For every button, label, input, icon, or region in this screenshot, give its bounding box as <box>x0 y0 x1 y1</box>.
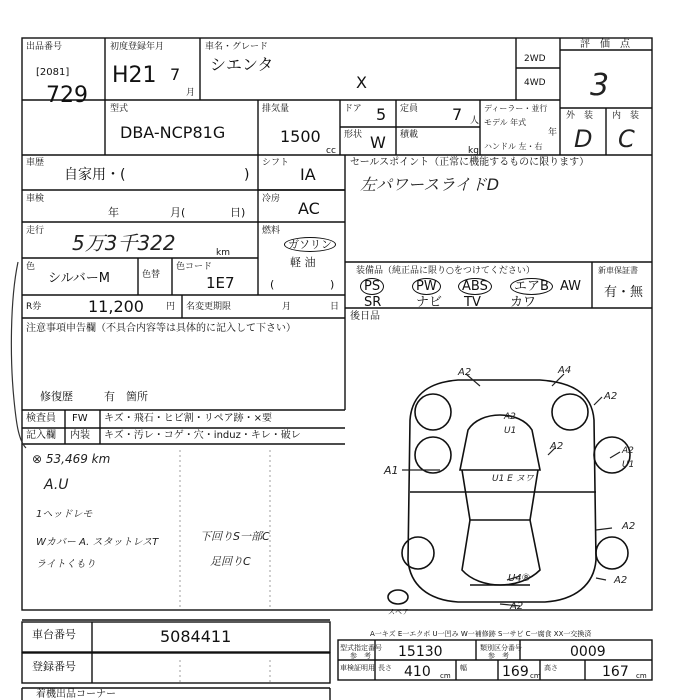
fuel-diesel: 軽 油 <box>290 256 316 269</box>
inspector-label: 検査員 <box>26 413 56 424</box>
exterior-check-line: キズ・飛石・ヒビ割・リペア跡・×要 <box>104 413 272 424</box>
hw-foot: 足回りC <box>210 555 251 568</box>
equip-aw: AW <box>560 279 582 294</box>
mark-a4-top-right: A4 <box>558 365 572 376</box>
name-change-label: 名変更期限 <box>186 302 232 312</box>
inspection-cert-label: 車検証明用 <box>340 664 375 672</box>
color-label: 色 <box>26 262 36 272</box>
ac: AC <box>298 199 320 218</box>
mark-u1-e-center: U1 E ヌワ <box>492 474 534 484</box>
hw-au: A.U <box>44 477 69 493</box>
score-label: 評 価 点 <box>580 39 630 50</box>
yen-unit: 円 <box>166 302 176 312</box>
height: 167 <box>602 664 629 680</box>
equip-tv: TV <box>464 295 481 310</box>
handle-label: ハンドル 左・右 <box>484 142 543 151</box>
length-unit: cm <box>440 672 451 680</box>
repair-place: 箇所 <box>126 390 148 403</box>
fuel-gasoline: ガソリン <box>284 240 336 250</box>
interior-check-line: キズ・汚レ・コゲ・穴・induz・キレ・破レ <box>104 430 301 441</box>
first-reg-label: 初度登録年月 <box>110 42 165 52</box>
displacement-label: 排気量 <box>262 104 290 114</box>
use-close: ) <box>244 167 250 183</box>
fuel-label: 燃料 <box>262 226 281 236</box>
equipment-label: 装備品（純正品に限り○をつけてください） <box>356 266 535 276</box>
equip-pw: PW <box>412 278 441 296</box>
score: 3 <box>590 68 610 103</box>
insp-year: 年 <box>108 206 119 219</box>
corner-label: 着機出品コーナー <box>36 689 116 700</box>
drive-2wd: 2WD <box>524 54 546 64</box>
mileage: 5万3千322 <box>72 231 176 255</box>
interior-label: 内 装 <box>612 111 640 121</box>
category-number: 0009 <box>570 644 606 660</box>
dealer-label: ディーラー・並行 <box>484 104 548 113</box>
repair-value: 有 <box>104 390 115 403</box>
doors: 5 <box>376 105 387 124</box>
category-label: 類別区分番号 <box>480 644 522 652</box>
reg-month: 7 <box>170 65 181 84</box>
mark-a2-top-left: A2 <box>458 367 472 378</box>
model-label: 型式 <box>110 104 129 114</box>
capacity: 7 <box>452 105 463 124</box>
lot-number: 729 <box>46 83 88 108</box>
load-label: 積載 <box>400 130 419 140</box>
registration-label: 登録番号 <box>32 660 76 673</box>
color: シルバーM <box>48 271 110 286</box>
reg-era-year: H21 <box>112 63 157 88</box>
hw-light: ライトくもり <box>36 559 96 570</box>
km-unit: km <box>216 248 230 258</box>
height-label: 高さ <box>544 664 558 672</box>
model-designation: 15130 <box>398 644 443 660</box>
fuel-paren-open: ( <box>270 278 275 291</box>
caution-label: 注意事項申告欄（不具合内容等は具体的に記入して下さい） <box>26 323 296 334</box>
car-name-label: 車名・グレード <box>205 42 269 52</box>
sales-point-label: セールスポイント（正常に機能するものに限ります） <box>350 157 590 168</box>
reg-month-unit: 月 <box>186 88 196 98</box>
inspection-label: 車検 <box>26 194 45 204</box>
color-code: 1E7 <box>206 274 235 292</box>
use-label: 車歴 <box>26 158 45 168</box>
drive-4wd: 4WD <box>524 78 546 88</box>
model-designation-label: 型式指定番号 <box>340 644 382 652</box>
spare-tire-label: スペア <box>388 608 409 616</box>
equip-sr: SR <box>364 295 382 310</box>
day-unit: 日 <box>330 302 340 312</box>
mark-a1-left: A1 <box>384 464 399 477</box>
car-name: シエンタ <box>210 55 274 74</box>
damage-legend: A一キズ E一エクボ U一凹み W一補修跡 S一サビ C一腐食 XX一交換済 <box>370 630 592 638</box>
capacity-unit: 人 <box>470 116 480 126</box>
equip-abs: ABS <box>458 278 492 296</box>
interior-check-label: 内装 <box>70 430 90 441</box>
use-value: 自家用・( <box>64 167 126 183</box>
exterior-grade: D <box>574 125 593 153</box>
year-unit: 年 <box>548 128 558 138</box>
chassis-label: 車台番号 <box>32 628 76 641</box>
mileage-label: 走行 <box>26 226 45 236</box>
new-warranty: 有・無 <box>604 285 644 300</box>
cc-unit: cc <box>326 146 336 156</box>
length-label: 長さ <box>378 664 392 672</box>
mark-a2-right-bottom: A2 <box>614 575 628 586</box>
lot-sub: [2081] <box>36 67 70 78</box>
width: 169 <box>502 664 529 680</box>
shift: IA <box>300 165 316 184</box>
hw-meter: ⊗ 53,469 km <box>32 452 111 466</box>
insp-day: 日) <box>230 206 246 219</box>
mark-a2-right-low: A2 <box>622 521 636 532</box>
equip-ps: PS <box>360 278 384 296</box>
model-year-label: モデル 年式 <box>484 118 527 127</box>
new-warranty-label: 新車保証書 <box>598 266 638 275</box>
equip-leather: カワ <box>510 295 537 310</box>
ref-label-1: 参 考 <box>350 652 371 660</box>
shape: W <box>370 133 386 152</box>
rear-items-label: 後日品 <box>350 311 380 322</box>
equip-airbag: エアB <box>510 278 553 296</box>
color-change-label: 色替 <box>142 270 161 280</box>
insp-month: 月( <box>170 206 186 219</box>
mark-a2-right-door: A2 <box>550 441 564 452</box>
doors-label: ドア <box>344 104 362 114</box>
sales-point-note: 左パワースライドD <box>360 175 500 194</box>
exterior-label: 外 装 <box>566 111 594 121</box>
hw-under: 下回りS一部C <box>200 530 270 543</box>
shape-label: 形状 <box>344 130 363 140</box>
kg-unit: kg <box>468 146 479 156</box>
interior-grade: C <box>618 125 635 153</box>
grade: X <box>356 73 367 92</box>
shift-label: シフト <box>262 158 290 168</box>
hw-seat: 1ヘッドレモ <box>36 509 93 520</box>
recycle-fee: 11,200 <box>88 297 144 316</box>
recycle-label: R券 <box>26 302 42 312</box>
equip-navi: ナビ <box>416 295 443 310</box>
ac-label: 冷房 <box>262 194 281 204</box>
color-code-label: 色コード <box>176 262 213 272</box>
model: DBA-NCP81G <box>120 123 226 142</box>
repair-label: 修復歴 <box>40 390 73 403</box>
mark-u4-rear: U4⑧ <box>508 573 531 584</box>
height-unit: cm <box>636 672 647 680</box>
chassis-number: 5084411 <box>160 627 232 646</box>
month-unit: 月 <box>282 302 292 312</box>
fuel-paren-close: ) <box>330 278 335 291</box>
hw-wiper: Wカバー A. スタットレスT <box>36 537 159 548</box>
entry-label: 記入欄 <box>26 430 56 441</box>
width-unit: cm <box>530 672 541 680</box>
mark-a2-u1-right: A2 U1 <box>622 446 635 470</box>
fw-label: FW <box>72 413 88 424</box>
width-label: 幅 <box>460 664 467 672</box>
length: 410 <box>404 664 431 680</box>
ref-label-2: 参 考 <box>488 652 509 660</box>
lot-label: 出品番号 <box>26 42 63 52</box>
displacement: 1500 <box>280 127 321 146</box>
mark-a2-bottom: A2 <box>510 601 524 612</box>
mark-a2-u1-roof: A2 U1 <box>504 412 517 436</box>
capacity-label: 定員 <box>400 104 419 114</box>
mark-a2-mirror: A2 <box>604 391 618 402</box>
